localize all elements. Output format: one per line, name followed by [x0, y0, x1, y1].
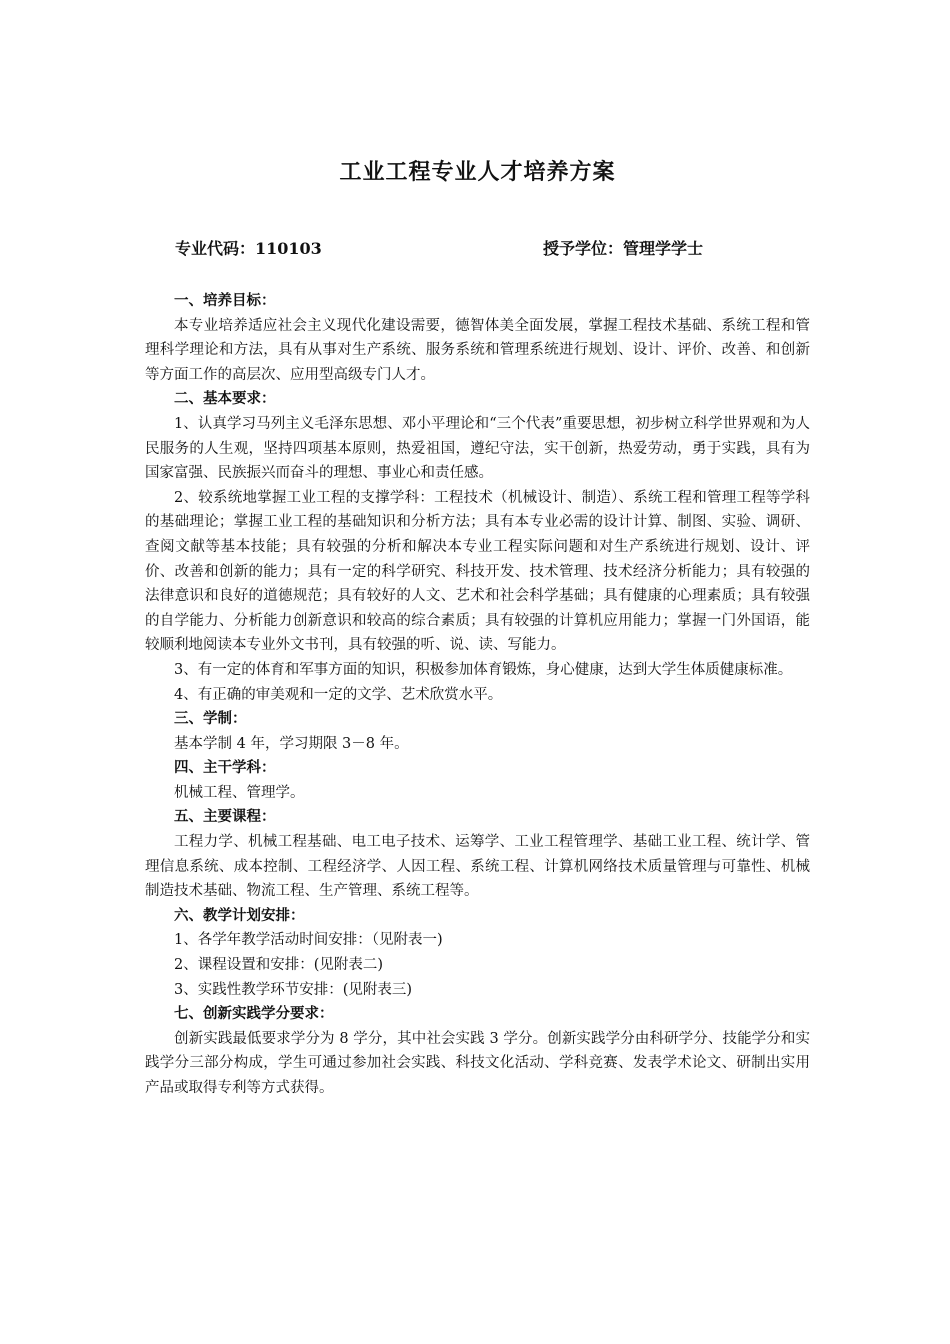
- section-heading-goal: 一、培养目标：: [174, 292, 276, 309]
- section-heading-credits: 七、创新实践学分要求：: [174, 1005, 334, 1023]
- section-heading-duration: 三、学制：: [174, 710, 247, 728]
- duration-paragraph: 基本学制 4 年，学习期限 3－8 年。: [174, 735, 409, 752]
- section-heading-plan: 六、教学计划安排：: [174, 906, 305, 924]
- requirement-paragraph-1: 1、认真学习马列主义毛泽东思想、邓小平理论和“三个代表”重要思想，初步树立科学世界观和为人民服务的人生观，坚持四项基本原则，热爱祖国，遵纪守法，实干创新，热爱劳动，勇于实践，具有为国家富强、民族振兴而奋斗的理想、事业心和责任感。: [145, 415, 810, 482]
- requirement-paragraph-2: 2、较系统地掌握工业工程的支撑学科：工程技术（机械设计、制造）、系统工程和管理工程等学科的基础理论；掌握工业工程的基础知识和分析方法；具有本专业必需的设计计算、制图、实验、调研、查阅文献等基本技能；具有较强的分析和解决本专业工程实际问题和对生产系统进行规划、设计、评价、改善和创新的能力；具有一定的科学研究、科技开发、技术管理、技术经济分析能力；具有较强的法律意识和良好的道德规范；具有较好的人文、艺术和社会科学基础；具有健康的心理素质；具有较强的自学能力、分析能力创新意识和较高的综合素质；具有较强的计算机应用能力；掌握一门外国语，能较顺利地阅读本专业外文书刊，具有较强的听、说、读、写能力。: [145, 489, 810, 654]
- section-heading-requirements: 二、基本要求：: [174, 390, 276, 408]
- goal-paragraph: 本专业培养适应社会主义现代化建设需要，德智体美全面发展，掌握工程技术基础、系统工程和管理科学理论和方法，具有从事对生产系统、服务系统和管理系统进行规划、设计、评价、改善、和创新等方面工作的高层次、应用型高级专门人才。: [145, 317, 810, 383]
- document-title: 工业工程专业人才培养方案: [339, 159, 616, 185]
- document-body: [145, 289, 810, 1101]
- plan-item-2: 2、课程设置和安排：(见附表二): [174, 957, 384, 974]
- major-code: 专业代码：110103: [175, 239, 322, 258]
- plan-item-3: 3、实践性教学环节安排：(见附表三): [174, 981, 413, 998]
- credits-paragraph: 创新实践最低要求学分为 8 学分，其中社会实践 3 学分。创新实践学分由科研学分、技能学分和实践学分三部分构成，学生可通过参加社会实践、科技文化活动、学科竞赛、发表学术论文、研制出实用产品或取得专利等方式获得。: [145, 1030, 810, 1096]
- plan-item-1: 1、各学年教学活动时间安排：（见附表一): [174, 932, 443, 949]
- requirement-paragraph-4: 4、有正确的审美观和一定的文学、艺术欣赏水平。: [174, 686, 503, 703]
- section-heading-courses: 五、主要课程：: [174, 808, 276, 826]
- disciplines-paragraph: 机械工程、管理学。: [174, 784, 305, 801]
- requirement-paragraph-3: 3、有一定的体育和军事方面的知识，积极参加体育锻炼，身心健康，达到大学生体质健康标准。: [174, 661, 793, 678]
- courses-paragraph: 工程力学、机械工程基础、电工电子技术、运筹学、工业工程管理学、基础工业工程、统计学、管理信息系统、成本控制、工程经济学、人因工程、系统工程、计算机网络技术质量管理与可靠性、机械制造技术基础、物流工程、生产管理、系统工程等。: [145, 834, 810, 900]
- degree-awarded: 授予学位：管理学学士: [543, 239, 704, 258]
- section-heading-disciplines: 四、主干学科：: [174, 759, 276, 777]
